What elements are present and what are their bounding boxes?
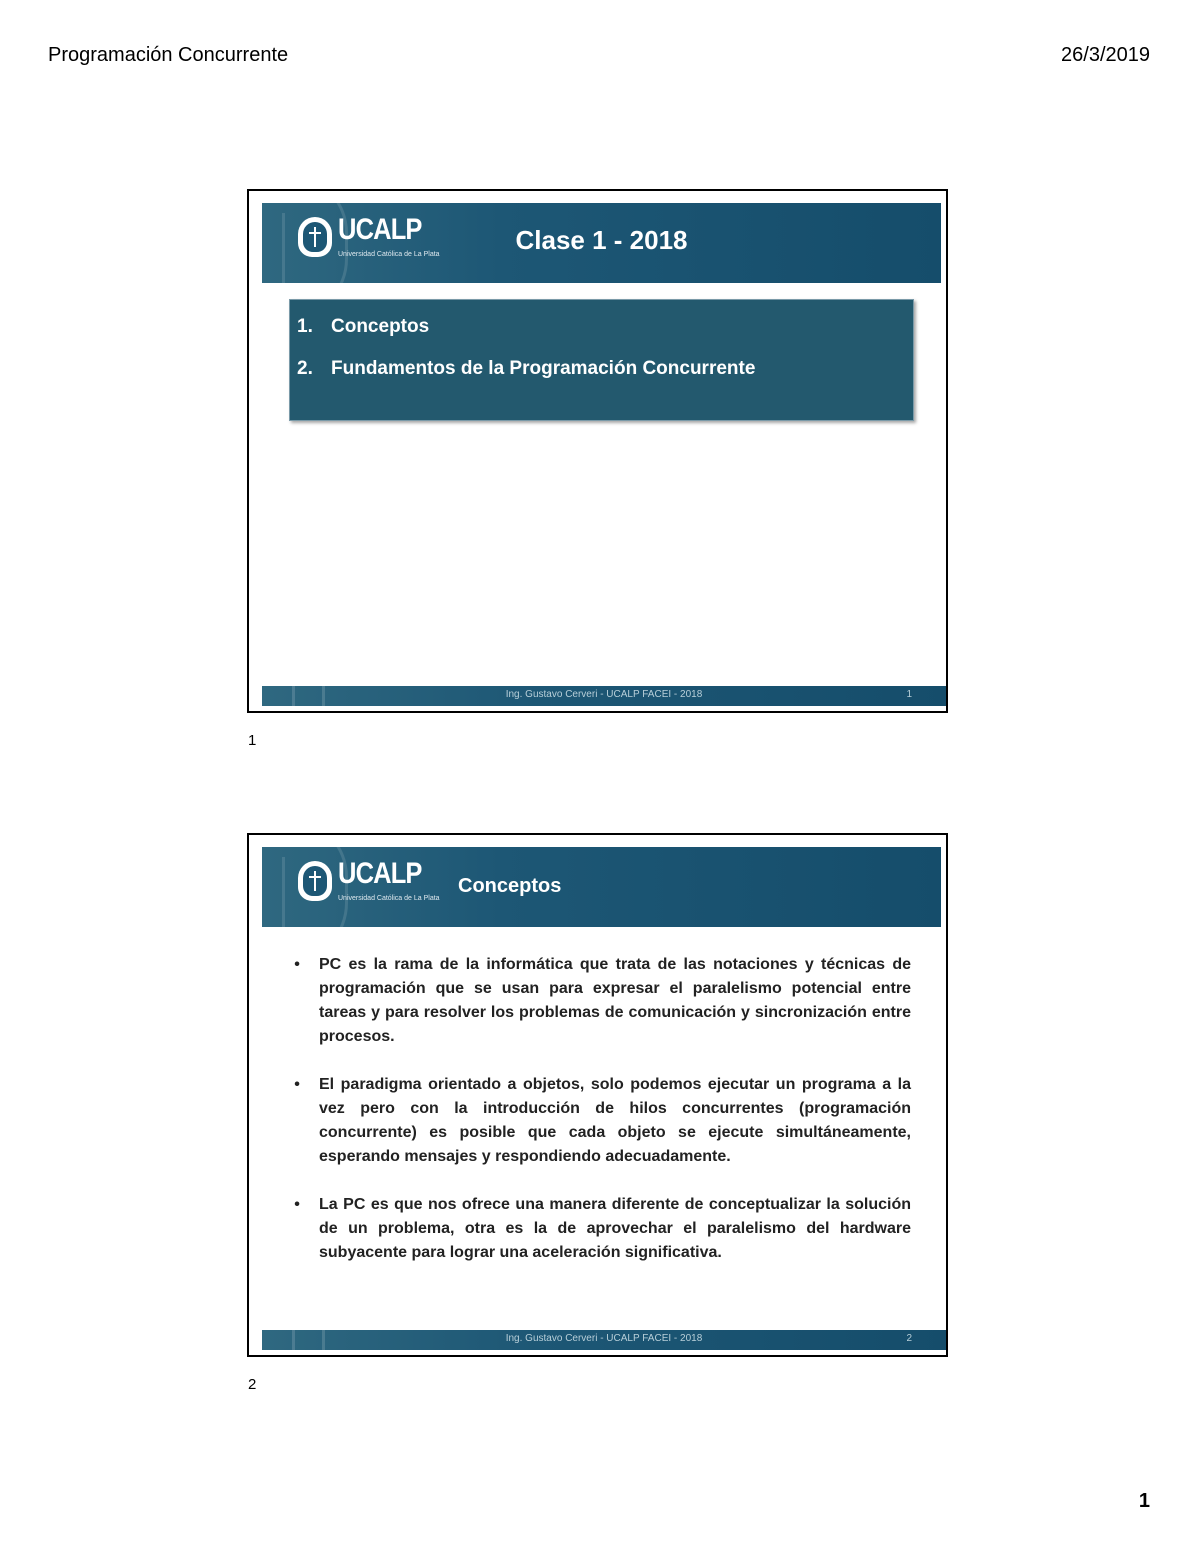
- logo-subtitle: Universidad Católica de La Plata: [338, 895, 440, 902]
- agenda-item-number: 1.: [297, 316, 313, 337]
- agenda-item-number: 2.: [297, 358, 313, 379]
- footer-slide-number: 1: [906, 689, 912, 700]
- bullet-list: [291, 953, 911, 1289]
- bullet-icon: •: [294, 956, 300, 973]
- footer-credit: Ing. Gustavo Cerveri - UCALP FACEI - 2018: [505, 689, 703, 700]
- bullet-text: La PC es que nos ofrece una manera diferente de conceptualizar la solución de un problema, otra es la de aprovechar el paralelismo del hardware subyacente para lograr una aceleración significativa.: [319, 1196, 911, 1261]
- agenda-item-text: Conceptos: [331, 316, 430, 337]
- bullet-item: [291, 953, 911, 1049]
- bullet-item: [291, 1193, 911, 1265]
- agenda-box: [289, 299, 914, 421]
- slide-footer: [262, 686, 946, 706]
- bullet-text: PC es la rama de la informática que trata de las notaciones y técnicas de programación que se usan para expresar el paralelismo potencial entre tareas y para resolver los problemas de comunicación y sincronización entre procesos.: [319, 956, 911, 1045]
- footer-credit: Ing. Gustavo Cerveri - UCALP FACEI - 2018: [505, 1333, 703, 1344]
- slide-label: 2: [248, 1376, 257, 1393]
- logo-subtitle: Universidad Católica de La Plata: [338, 251, 440, 258]
- slide-title: Clase 1 - 2018: [515, 225, 688, 255]
- banner-decoration: [282, 857, 285, 927]
- page-number: 1: [1138, 1490, 1150, 1512]
- logo-name: UCALP: [338, 213, 422, 246]
- document-title: Programación Concurrente: [48, 44, 289, 66]
- slide-label: 1: [248, 732, 257, 749]
- slide-2: [247, 833, 948, 1357]
- bullet-text: El paradigma orientado a objetos, solo podemos ejecutar un programa a la vez pero con la introducción de hilos concurrentes (programación concurrente) es posible que cada objeto se ejecute simultáneamente, esperando mensajes y respondiendo adecuadamente.: [319, 1076, 911, 1165]
- document-date: 26/3/2019: [1061, 44, 1150, 66]
- bullet-icon: •: [294, 1196, 300, 1213]
- ucalp-seal-icon: [298, 861, 332, 901]
- agenda-item: [297, 316, 429, 338]
- slide-banner: [262, 847, 941, 927]
- agenda-item-text: Fundamentos de la Programación Concurrente: [331, 358, 756, 379]
- slide-footer: [262, 1330, 946, 1350]
- slide-banner: [262, 203, 941, 283]
- bullet-item: [291, 1073, 911, 1169]
- footer-slide-number: 2: [906, 1333, 912, 1344]
- bullet-icon: •: [294, 1076, 300, 1093]
- slide-1: [247, 189, 948, 713]
- agenda-item: [297, 358, 755, 380]
- slide-title: Conceptos: [458, 875, 562, 897]
- logo-name: UCALP: [338, 857, 422, 890]
